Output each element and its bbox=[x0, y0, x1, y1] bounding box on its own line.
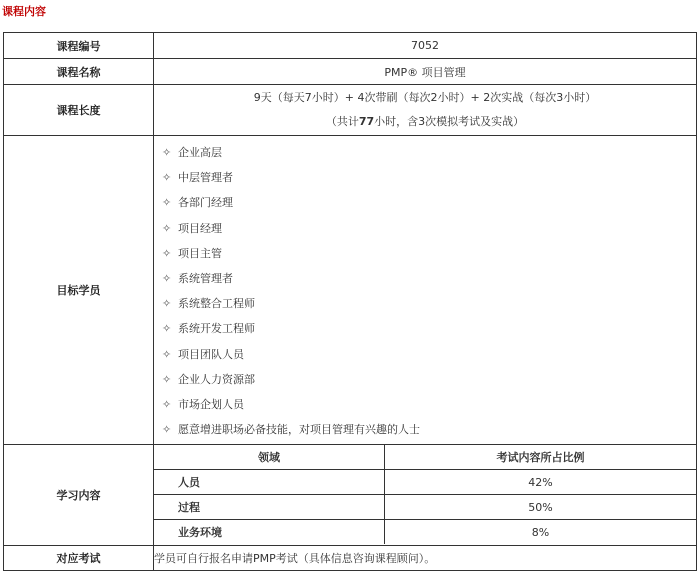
total-hours: 77 bbox=[358, 115, 375, 128]
section-title: 课程内容 bbox=[2, 5, 46, 18]
audience-item-text: 项目经理 bbox=[178, 221, 222, 235]
content-cell bbox=[154, 445, 697, 546]
audience-item-text: 项目主管 bbox=[178, 246, 222, 260]
row-exam bbox=[4, 546, 697, 571]
table-row bbox=[154, 470, 696, 495]
course-code-value: 7052 bbox=[154, 33, 697, 59]
list-item bbox=[162, 266, 696, 291]
list-item bbox=[162, 165, 696, 190]
list-item bbox=[162, 367, 696, 392]
row-course-code bbox=[4, 33, 697, 59]
audience-item-text: 企业高层 bbox=[178, 146, 222, 159]
list-item bbox=[162, 316, 696, 341]
domain-ratio: 42% bbox=[385, 470, 697, 495]
row-course-length bbox=[4, 85, 697, 136]
audience-item-text: 项目团队人员 bbox=[178, 347, 244, 361]
course-length-label: 课程长度 bbox=[4, 85, 154, 136]
course-length-line1: 9天（每天7小时）+ 4次带刷（每次2小时）+ 2次实战（每次3小时） bbox=[253, 91, 597, 104]
diamond-bullet-icon: ✧ bbox=[162, 196, 172, 210]
diamond-bullet-icon: ✧ bbox=[162, 221, 172, 235]
course-name-value: PMP® 项目管理 bbox=[154, 59, 697, 85]
domain-col-header: 领域 bbox=[154, 445, 385, 470]
domain-table bbox=[154, 445, 696, 544]
diamond-bullet-icon: ✧ bbox=[162, 372, 172, 386]
course-length-line2 bbox=[154, 110, 696, 134]
domain-ratio: 8% bbox=[531, 525, 550, 539]
domain-header-row bbox=[154, 445, 696, 470]
exam-label: 对应考试 bbox=[4, 546, 154, 571]
audience-item-text: 企业人力资源部 bbox=[178, 372, 255, 386]
ratio-col-header: 考试内容所占比例 bbox=[385, 445, 697, 470]
list-item bbox=[162, 140, 696, 165]
content-label: 学习内容 bbox=[4, 445, 154, 546]
audience-item-text: 中层管理者 bbox=[178, 171, 233, 185]
diamond-bullet-icon: ✧ bbox=[162, 171, 172, 185]
audience-list bbox=[154, 136, 696, 444]
audience-item-text: 各部门经理 bbox=[178, 196, 233, 210]
audience-item-text: 系统管理者 bbox=[178, 271, 233, 285]
audience-item-text: 愿意增进职场必备技能，对项目管理有兴趣的人士 bbox=[178, 423, 420, 437]
row-course-name bbox=[4, 59, 697, 85]
domain-name: 过程 bbox=[154, 495, 385, 520]
course-outline-table bbox=[3, 32, 697, 571]
diamond-bullet-icon: ✧ bbox=[162, 347, 172, 361]
audience-item-text: 市场企划人员 bbox=[178, 397, 244, 411]
table-row bbox=[154, 495, 696, 520]
list-item bbox=[162, 417, 696, 442]
list-item bbox=[162, 392, 696, 417]
audience-item-text: 系统开发工程师 bbox=[178, 322, 255, 336]
row-audience bbox=[4, 136, 697, 445]
list-item bbox=[162, 190, 696, 215]
diamond-bullet-icon: ✧ bbox=[162, 397, 172, 411]
table-row bbox=[154, 520, 696, 545]
audience-cell bbox=[154, 136, 697, 445]
audience-item-text: 系统整合工程师 bbox=[178, 297, 255, 311]
audience-label: 目标学员 bbox=[4, 136, 154, 445]
course-name-label: 课程名称 bbox=[4, 59, 154, 85]
diamond-bullet-icon: ✧ bbox=[162, 246, 172, 260]
total-suffix: 小时，含3次模拟考试及实战） bbox=[374, 115, 525, 128]
exam-value: 学员可自行报名申请PMP考试（具体信息咨询课程顾问）。 bbox=[154, 546, 697, 571]
domain-name: 人员 bbox=[154, 470, 385, 495]
row-content bbox=[4, 445, 697, 546]
diamond-bullet-icon: ✧ bbox=[162, 297, 172, 311]
list-item bbox=[162, 241, 696, 266]
diamond-bullet-icon: ✧ bbox=[162, 271, 172, 285]
domain-ratio: 50% bbox=[385, 495, 697, 520]
course-length-value bbox=[154, 85, 697, 136]
list-item bbox=[162, 216, 696, 241]
domain-name: 业务环境 bbox=[154, 520, 385, 545]
diamond-bullet-icon: ✧ bbox=[162, 322, 172, 336]
list-item bbox=[162, 291, 696, 316]
course-code-label: 课程编号 bbox=[4, 33, 154, 59]
list-item bbox=[162, 342, 696, 367]
total-prefix: （共计 bbox=[325, 115, 359, 128]
diamond-bullet-icon: ✧ bbox=[162, 423, 172, 437]
diamond-bullet-icon: ✧ bbox=[162, 146, 172, 159]
